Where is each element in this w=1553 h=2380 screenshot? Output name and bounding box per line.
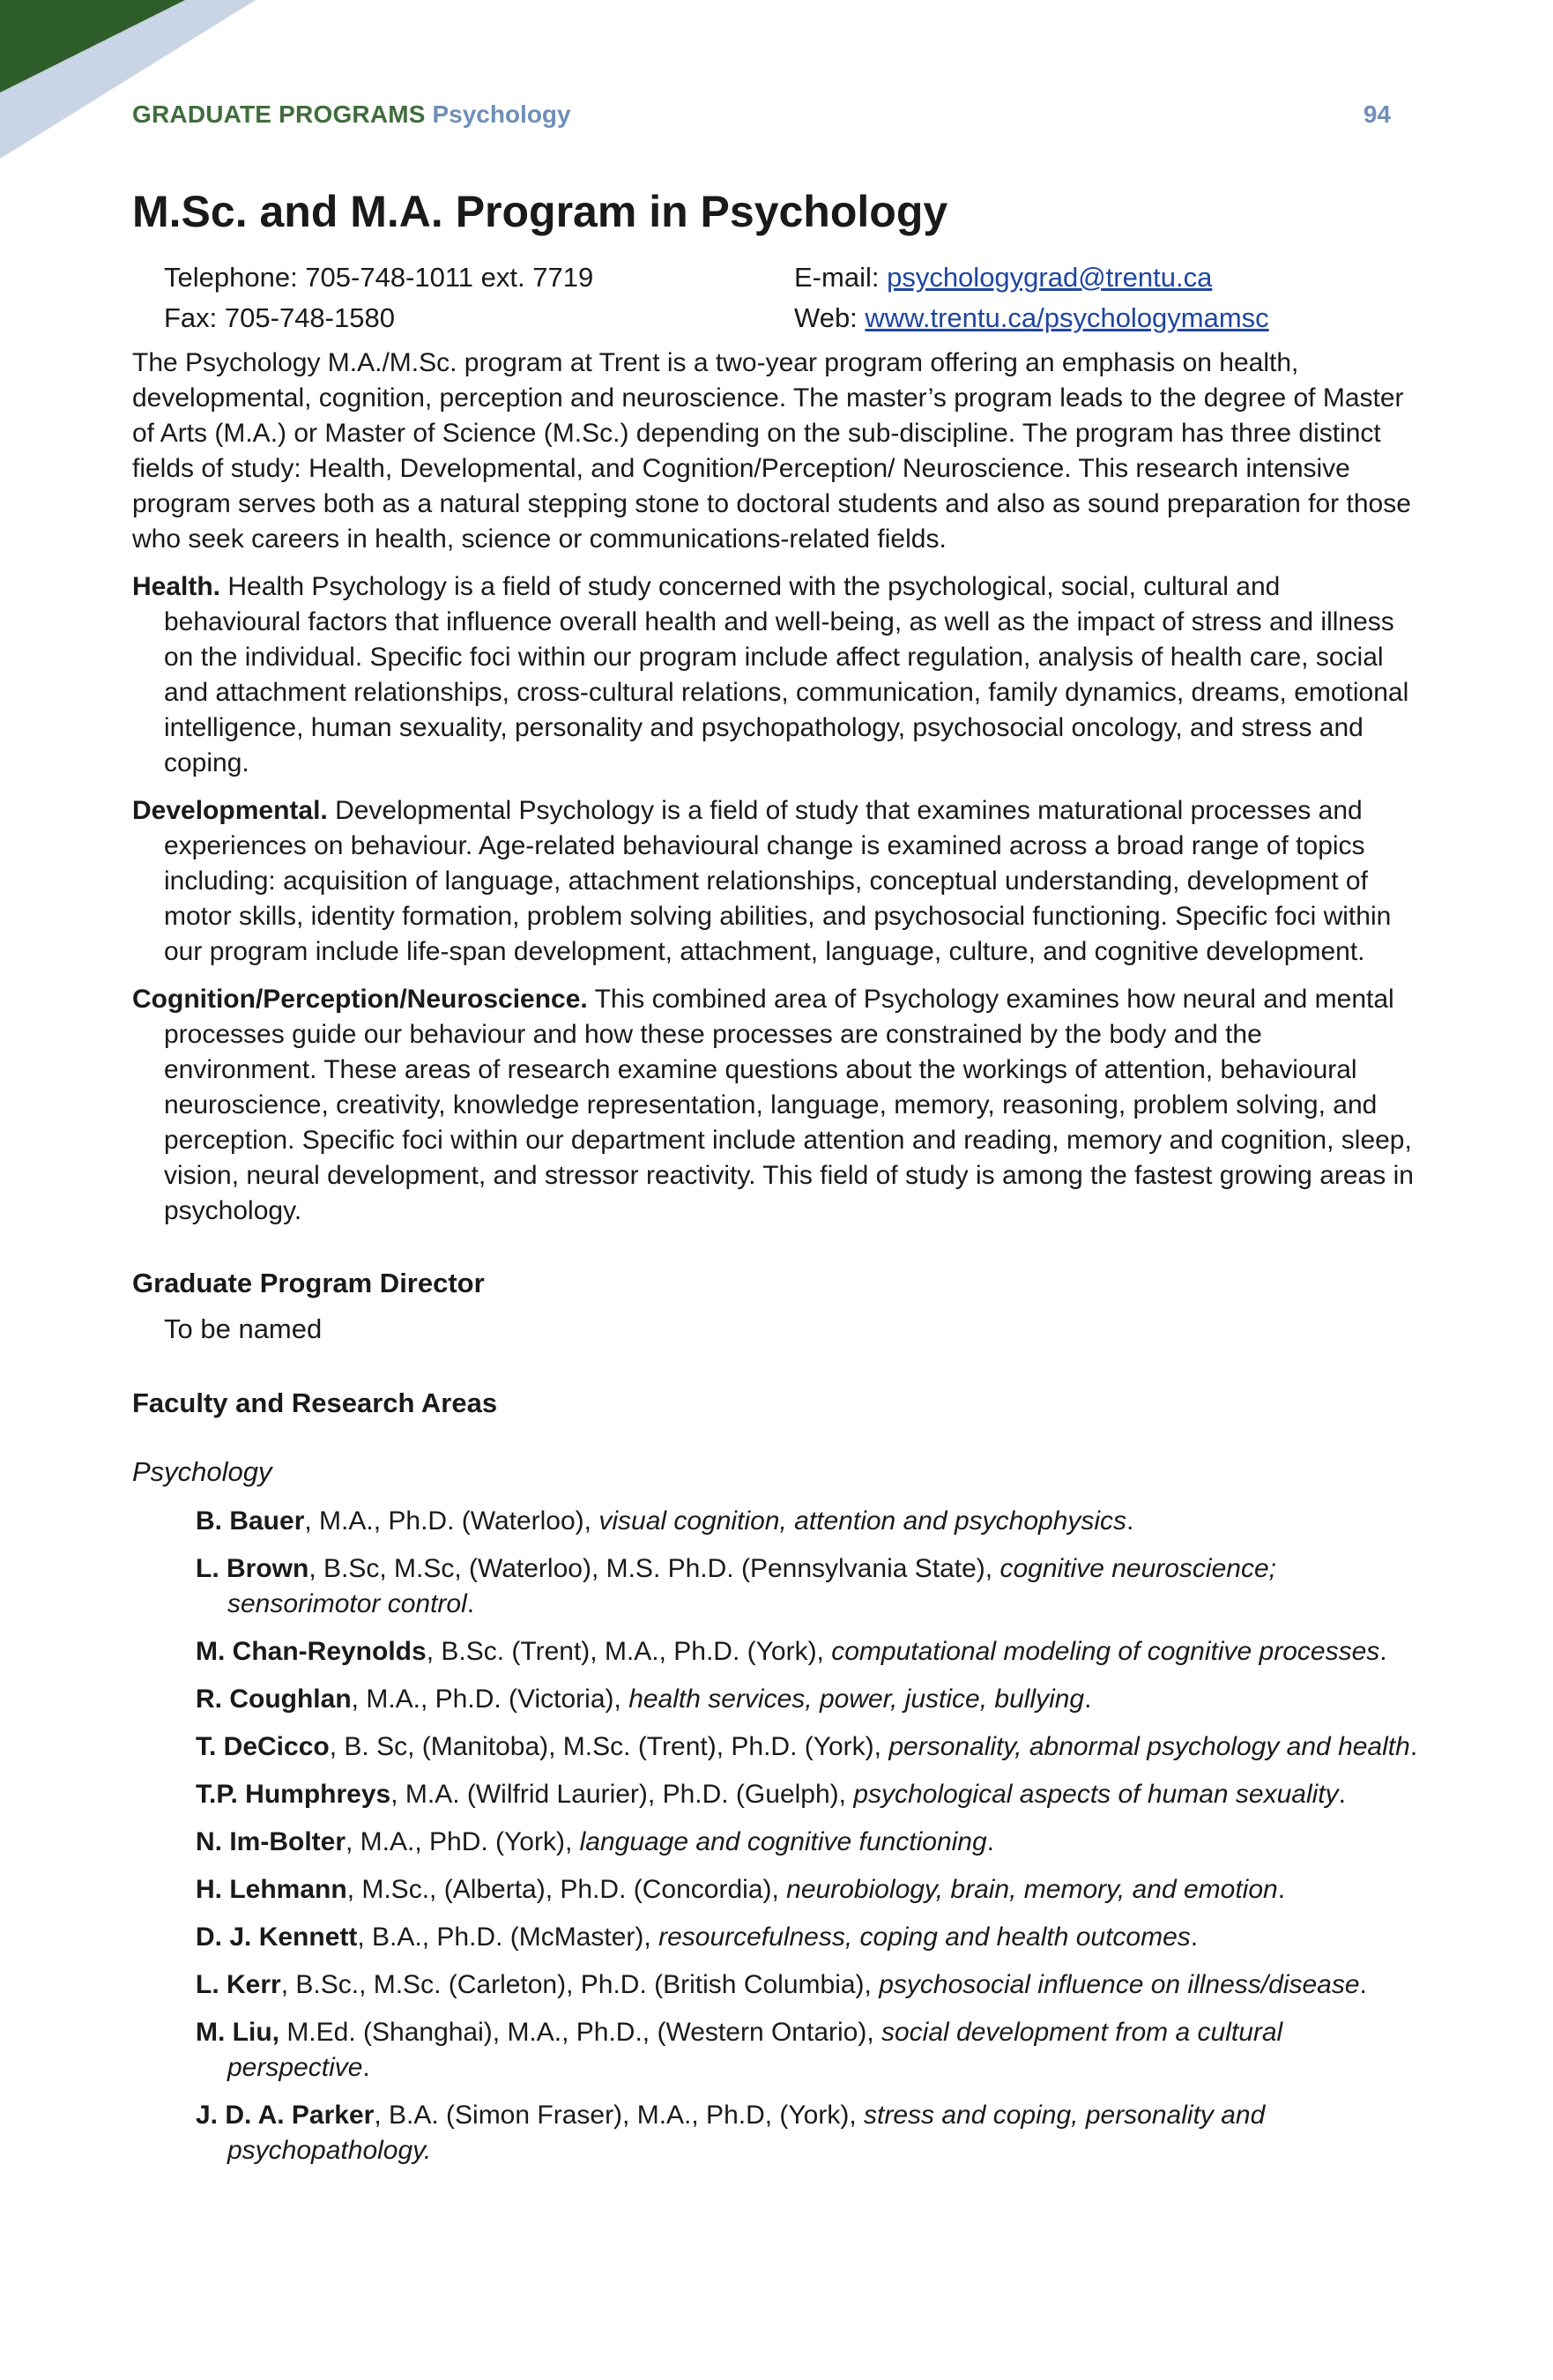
- faculty-entry: [164, 1872, 1421, 1908]
- faculty-credentials: , B.A. (Simon Fraser), M.A., Ph.D, (York),: [374, 2101, 865, 2130]
- faculty-end: .: [1359, 1970, 1367, 1999]
- faculty-entry: [164, 2015, 1421, 2086]
- faculty-credentials: , B.Sc., M.Sc. (Carleton), Ph.D. (British Columbia),: [280, 1970, 880, 1999]
- faculty-entry: [164, 1729, 1421, 1765]
- field-term: Cognition/Perception/Neuroscience.: [132, 985, 588, 1014]
- corner-decoration: [0, 0, 256, 159]
- faculty-end: .: [1277, 1875, 1286, 1904]
- faculty-entry: [164, 1504, 1421, 1539]
- faculty-entry: [164, 1920, 1421, 1955]
- faculty-name: L. Brown: [196, 1554, 309, 1583]
- field-description: Developmental Psychology is a field of study that examines maturational processes and experiences on behaviour. Age-related behavioural change is examined across a broad range of topics including: acquisition of language, attachment relationships, conceptual understanding, development of motor skills, identity formation, problem solving abilities, and psychosocial functioning. Specific foci within our program include life-span development, attachment, language, culture, and cognitive development.: [164, 796, 1392, 966]
- faculty-research: personality, abnormal psychology and health: [888, 1732, 1410, 1761]
- field-description: This combined area of Psychology examines how neural and mental processes guide our behaviour and how these processes are constrained by the body and the environment. These areas of research examine questions about the workings of attention, behavioural neuroscience, creativity, knowledge representation, language, memory, reasoning, problem solving, and perception. Specific foci within our department include attention and reading, memory and cognition, sleep, vision, neural development, and stressor reactivity. This field of study is among the fastest growing areas in psychology.: [164, 985, 1414, 1225]
- faculty-name: B. Bauer: [196, 1506, 305, 1536]
- faculty-name: N. Im-Bolter: [196, 1827, 346, 1856]
- faculty-research: visual cognition, attention and psychophysics: [598, 1506, 1127, 1536]
- subsection-label: Psychology: [432, 100, 571, 128]
- faculty-name: T.P. Humphreys: [196, 1780, 391, 1809]
- field-description: Health Psychology is a field of study concerned with the psychological, social, cultural and behavioural factors that influence overall health and well-being, as well as the impact of stress and illness on the individual. Specific foci within our program include affect regulation, analysis of health care, social and attachment relationships, cross-cultural relations, communication, family dynamics, dreams, emotional intelligence, human sexuality, personality and psychopathology, psychosocial oncology, and stress and coping.: [164, 572, 1409, 777]
- running-header: [132, 100, 1391, 129]
- web-link[interactable]: www.trentu.ca/psychologymamsc: [865, 302, 1269, 333]
- director-heading: Graduate Program Director: [132, 1268, 485, 1298]
- faculty-credentials: , B.A., Ph.D. (McMaster),: [357, 1923, 659, 1952]
- email-link[interactable]: psychologygrad@trentu.ca: [887, 262, 1213, 293]
- web-line: [794, 298, 1421, 338]
- page-content: [132, 185, 1421, 2168]
- faculty-entry: [164, 1634, 1421, 1670]
- faculty-credentials: M.Ed. (Shanghai), M.A., Ph.D., (Western Ontario),: [279, 2018, 881, 2047]
- faculty-entry: [164, 2098, 1421, 2168]
- faculty-end: .: [1338, 1780, 1346, 1809]
- page-number: 94: [1363, 100, 1391, 128]
- faculty-entry: [164, 1551, 1421, 1622]
- email-label: E-mail:: [794, 262, 888, 293]
- faculty-research: resourcefulness, coping and health outcomes: [658, 1923, 1191, 1952]
- faculty-credentials: , M.Sc., (Alberta), Ph.D. (Concordia),: [346, 1875, 787, 1904]
- faculty-entry: [164, 1777, 1421, 1812]
- field-developmental: [132, 793, 1421, 970]
- faculty-credentials: , M.A., Ph.D. (Waterloo),: [304, 1506, 599, 1536]
- email-line: [794, 257, 1421, 298]
- field-health: [132, 569, 1421, 781]
- faculty-research: health services, power, justice, bullying: [628, 1685, 1085, 1714]
- web-label: Web:: [794, 302, 866, 333]
- faculty-end: .: [1126, 1506, 1134, 1536]
- faculty-end: .: [466, 1589, 475, 1618]
- faculty-name: M. Liu,: [196, 2018, 279, 2047]
- faculty-end: .: [362, 2053, 370, 2082]
- faculty-name: T. DeCicco: [196, 1732, 330, 1761]
- faculty-name: D. J. Kennett: [196, 1923, 358, 1952]
- faculty-credentials: , B. Sc, (Manitoba), M.Sc. (Trent), Ph.D. (York),: [329, 1732, 889, 1761]
- faculty-credentials: , B.Sc. (Trent), M.A., Ph.D. (York),: [426, 1637, 832, 1666]
- faculty-name: L. Kerr: [196, 1970, 281, 1999]
- faculty-name: R. Coughlan: [196, 1685, 352, 1714]
- faculty-credentials: , M.A., Ph.D. (Victoria),: [351, 1685, 629, 1714]
- page-title: M.Sc. and M.A. Program in Psychology: [132, 187, 948, 236]
- faculty-name: J. D. A. Parker: [196, 2101, 375, 2130]
- faculty-research: stress and coping, personality and psychopathology.: [227, 2101, 1266, 2165]
- faculty-research: computational modeling of cognitive processes: [831, 1637, 1380, 1666]
- faculty-entry: [164, 1682, 1421, 1717]
- faculty-name: H. Lehmann: [196, 1875, 347, 1904]
- contact-block: [132, 257, 1421, 338]
- faculty-research: social development from a cultural perspective: [227, 2018, 1283, 2082]
- faculty-end: .: [1190, 1923, 1199, 1952]
- intro-paragraph: The Psychology M.A./M.Sc. program at Trent is a two-year program offering an emphasis on health, developmental, cognition, perception and neuroscience. The master’s program leads to the degree of Master of Arts (M.A.) or Master of Science (M.Sc.) depending on the sub-discipline. The program has three distinct fields of study: Health, Developmental, and Cognition/Perception/ Neuroscience. This research intensive program serves both as a natural stepping stone to doctoral students and also as sound preparation for those who seek careers in health, science or communications-related fields.: [132, 348, 1411, 554]
- faculty-research: neurobiology, brain, memory, and emotion: [786, 1875, 1278, 1904]
- faculty-credentials: , M.A., PhD. (York),: [346, 1827, 580, 1856]
- faculty-research: psychosocial influence on illness/disease: [879, 1970, 1360, 1999]
- faculty-entry: [164, 1825, 1421, 1860]
- field-term: Health.: [132, 572, 221, 601]
- faculty-research: cognitive neuroscience; sensorimotor control: [227, 1554, 1276, 1618]
- faculty-end: .: [1409, 1732, 1418, 1761]
- faculty-research: language and cognitive functioning: [579, 1827, 987, 1856]
- faculty-credentials: , M.A. (Wilfrid Laurier), Ph.D. (Guelph),: [390, 1780, 854, 1809]
- faculty-entry: [164, 1967, 1421, 2003]
- faculty-end: .: [1084, 1685, 1092, 1714]
- fax: Fax: 705-748-1580: [164, 302, 395, 333]
- faculty-area: Psychology: [132, 1456, 272, 1487]
- telephone: Telephone: 705-748-1011 ext. 7719: [164, 262, 594, 293]
- faculty-end: .: [986, 1827, 995, 1856]
- section-label: GRADUATE PROGRAMS: [132, 100, 426, 128]
- field-term: Developmental.: [132, 796, 328, 825]
- director-name: To be named: [164, 1313, 323, 1344]
- field-cognition: [132, 982, 1421, 1229]
- faculty-end: .: [1379, 1637, 1387, 1666]
- faculty-research: psychological aspects of human sexuality: [853, 1780, 1339, 1809]
- faculty-name: M. Chan-Reynolds: [196, 1637, 427, 1666]
- faculty-list: [132, 1504, 1421, 2168]
- faculty-credentials: , B.Sc, M.Sc, (Waterloo), M.S. Ph.D. (Pennsylvania State),: [308, 1554, 1000, 1583]
- faculty-heading: Faculty and Research Areas: [132, 1387, 498, 1418]
